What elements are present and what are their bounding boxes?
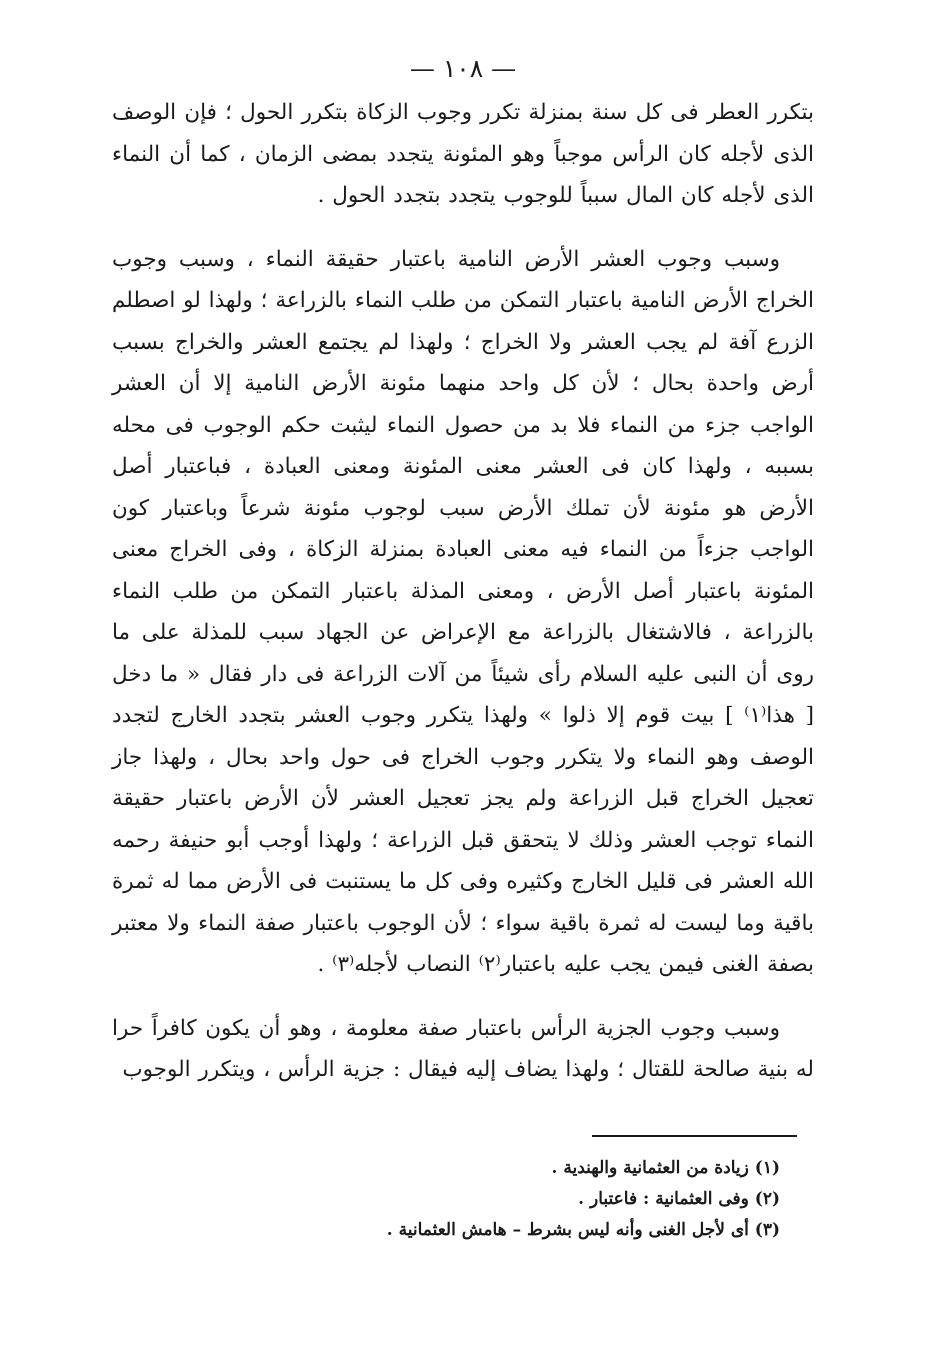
document-page — [112, 52, 814, 1091]
paragraph-3: وسبب وجوب الجزية الرأس باعتبار صفة معلومة ، وهو أن يكون كافراً حرا له بنية صالحة للقتال ؛ ولهذا يضاف إليه فيقال : جزية الرأس ، ويتكرر الوجوب — [112, 1015, 814, 1082]
footnote-divider — [592, 1135, 797, 1137]
footnote-3: (٣) أى لأجل الغنى وأنه ليس بشرط – هامش العثمانية . — [386, 1220, 780, 1240]
paragraph-2: وسبب وجوب العشر الأرض النامية باعتبار حقيقة النماء ، وسبب وجوب الخراج الأرض النامية باعتبار التمكن من طلب النماء بالزراعة ؛ ولهذا لو اصطلم الزرع آفة لم يجب العشر ولا الخراج ؛ ولهذا لم يجتمع العشر والخراج بسبب أرض واحدة بحال ؛ لأن كل واحد منهما مئونة الأرض النامية إلا أن العشر الواجب جزء من النماء فلا بد من حصول النماء ليثبت حكم الوجوب فى محله بسببه ، ولهذا كان فى العشر معنى المئونة ومعنى العبادة ، فباعتبار أصل الأرض هو مئونة لأن تملك الأرض سبب لوجوب مئونة شرعاً وباعتبار كون الواجب جزءاً من النماء فيه معنى العبادة بمنزلة الزكاة ، وفى الخراج معنى المئونة باعتبار أصل الأرض ، ومعنى المذلة باعتبار التمكن من طلب النماء بالزراعة ، فالاشتغال بالزراعة مع الإعراض عن الجهاد سبب للمذلة على ما روى أن النبى عليه السلام رأى شيئاً من آلات الزراعة فى دار فقال « ما دخل [ هذا⁽١⁾ ] بيت قوم إلا ذلوا » ولهذا يتكرر وجوب العشر بتجدد الخارج لتجدد الوصف وهو النماء ولا يتكرر وجوب الخراج فى حول واحد بحال ، ولهذا جاز تعجيل الخراج قبل الزراعة ولم يجز تعجيل العشر لأن الأرض باعتبار حقيقة النماء توجب العشر وذلك لا يتحقق قبل الزراعة ؛ ولهذا أوجب أبو حنيفة رحمه الله العشر فى قليل الخارج وكثيره وفى كل ما يستنبت فى الأرض مما له ثمرة باقية وما ليست له ثمرة باقية سواء ؛ لأن الوجوب باعتبار صفة النماء ولا معتبر بصفة الغنى فيمن يجب عليه باعتبار⁽٢⁾ النصاب لأجله⁽٣⁾ . — [112, 246, 814, 977]
footnote-2: (٢) وفى العثمانية : فاعتبار . — [578, 1189, 780, 1209]
footnotes — [260, 1153, 780, 1246]
footnote-1: (١) زيادة من العثمانية والهندية . — [551, 1158, 780, 1178]
paragraph-1: بتكرر العطر فى كل سنة بمنزلة تكرر وجوب الزكاة بتكرر الحول ؛ فإن الوصف الذى لأجله كان الرأس موجباً وهو المئونة يتجدد بمضى الزمان ، كما أن النماء الذى لأجله كان المال سبباً للوجوب يتجدد بتجدد الحول . — [112, 100, 814, 208]
page-number: — ١٠٨ — — [409, 54, 517, 83]
